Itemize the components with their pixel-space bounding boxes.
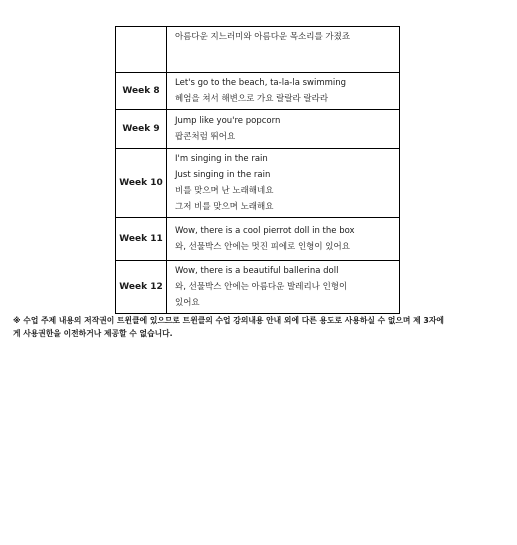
notice-line: 게 사용권한을 이전하거나 제공할 수 없습니다. — [13, 329, 173, 338]
week-cell: Week 12 — [116, 261, 167, 314]
copyright-notice — [13, 314, 508, 340]
lyrics-table — [115, 26, 400, 314]
week-cell: Week 9 — [116, 110, 167, 149]
lyric-line: Just singing in the rain — [175, 170, 271, 180]
table-row — [116, 110, 400, 149]
lyric-line: 있어요 — [175, 298, 200, 308]
lyrics-cell — [167, 110, 400, 149]
lyric-line: 그저 비를 맞으며 노래해요 — [175, 202, 274, 212]
week-cell: Week 10 — [116, 149, 167, 218]
lyric-line: 팝콘처럼 뛰어요 — [175, 132, 236, 142]
week-cell — [116, 27, 167, 73]
lyric-line: Wow, there is a cool pierrot doll in the box — [175, 226, 355, 236]
lyric-line: 와, 선물박스 안에는 아름다운 발레리나 인형이 — [175, 282, 348, 292]
notice-line: ※ 수업 주제 내용의 저작권이 트윈클에 있으므로 트윈클의 수업 강의내용 안내 외에 다른 용도로 사용하실 수 없으며 제 3자에 — [13, 316, 444, 325]
week-cell: Week 11 — [116, 218, 167, 261]
lyric-line: 아름다운 지느러미와 아름다운 목소리를 가졌죠 — [175, 32, 351, 42]
lyrics-cell — [167, 73, 400, 110]
table-row — [116, 27, 400, 73]
week-cell: Week 8 — [116, 73, 167, 110]
lyric-line: Wow, there is a beautiful ballerina doll — [175, 266, 339, 276]
table-row — [116, 149, 400, 218]
lyrics-cell — [167, 27, 400, 73]
table-row — [116, 261, 400, 314]
lyrics-cell — [167, 218, 400, 261]
lyric-line: I'm singing in the rain — [175, 154, 268, 164]
lyric-line: 헤엄을 쳐서 해변으로 가요 랄랄라 랄라라 — [175, 94, 329, 104]
table-row — [116, 218, 400, 261]
lyric-line: Let's go to the beach, ta-la-la swimming — [175, 78, 347, 88]
lyric-line: 비를 맞으며 난 노래해네요 — [175, 186, 274, 196]
lyric-line: Jump like you're popcorn — [175, 116, 281, 126]
lyrics-cell — [167, 149, 400, 218]
lyric-line: 와, 선물박스 안에는 멋진 피에로 인형이 있어요 — [175, 242, 350, 252]
table-row — [116, 73, 400, 110]
lyrics-cell — [167, 261, 400, 314]
